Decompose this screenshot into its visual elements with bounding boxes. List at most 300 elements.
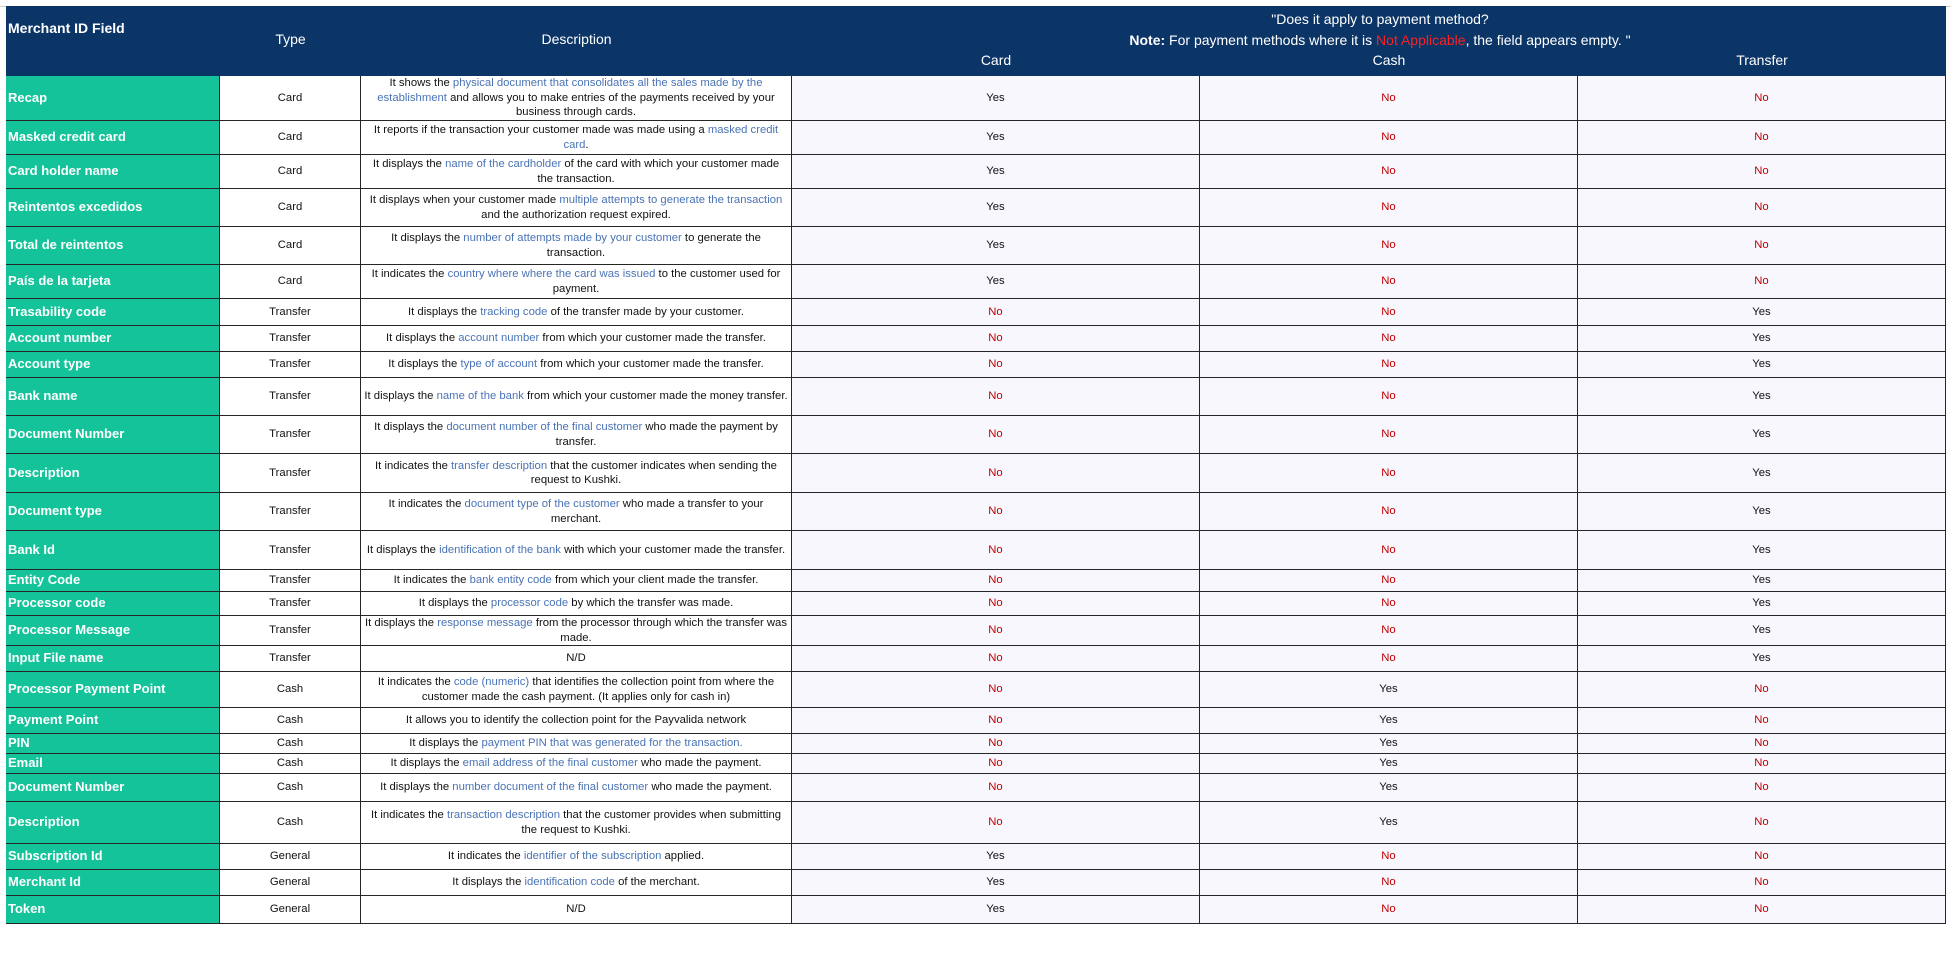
cash-applies-cell[interactable]: No <box>1200 121 1578 154</box>
description-text <box>419 596 734 611</box>
description-segment: It displays the <box>388 358 461 371</box>
description-segment: and the authorization request expired. <box>481 208 671 221</box>
description-highlight: tracking code <box>480 305 548 318</box>
type-cell[interactable]: General <box>220 844 361 869</box>
description-segment: from which your customer made the transfer. <box>539 332 766 345</box>
description-segment: It indicates the <box>370 809 447 821</box>
card-applies-cell[interactable]: No <box>792 326 1200 351</box>
type-cell[interactable]: Transfer <box>220 616 361 645</box>
description-segment: from which your customer made the transfer. <box>537 358 764 371</box>
card-applies-cell[interactable]: Yes <box>792 265 1200 298</box>
description-text <box>364 616 788 645</box>
description-highlight: response message <box>437 617 533 629</box>
transfer-applies-cell[interactable]: No <box>1578 802 1946 843</box>
transfer-applies-cell[interactable]: Yes <box>1578 454 1946 492</box>
description-segment: from the processor through which the transfer was made. <box>532 617 787 644</box>
type-cell[interactable]: Transfer <box>220 378 361 415</box>
description-highlight: number document of the final customer <box>452 781 649 794</box>
field-name-cell[interactable]: Document Number <box>6 774 220 801</box>
description-cell[interactable] <box>361 570 792 591</box>
table-row <box>6 646 1946 672</box>
table-row <box>6 844 1946 870</box>
transfer-applies-cell[interactable]: No <box>1578 708 1946 733</box>
card-applies-cell[interactable]: No <box>792 570 1200 591</box>
transfer-applies-cell[interactable]: No <box>1578 121 1946 154</box>
card-applies-cell[interactable]: Yes <box>792 844 1200 869</box>
header-description[interactable]: Description <box>541 31 612 47</box>
card-applies-cell[interactable]: No <box>792 531 1200 569</box>
type-cell[interactable]: Transfer <box>220 326 361 351</box>
type-cell[interactable]: Cash <box>220 708 361 733</box>
description-cell[interactable] <box>361 774 792 801</box>
transfer-applies-cell[interactable]: No <box>1578 227 1946 264</box>
description-segment: It displays when your customer made <box>369 194 560 206</box>
type-cell[interactable]: General <box>220 870 361 895</box>
field-name-cell[interactable]: País de la tarjeta <box>6 265 220 298</box>
cash-applies-cell[interactable]: No <box>1200 378 1578 415</box>
transfer-applies-cell[interactable]: No <box>1578 265 1946 298</box>
description-cell[interactable] <box>361 896 792 923</box>
cash-applies-cell[interactable]: Yes <box>1200 754 1578 773</box>
transfer-applies-cell[interactable]: Yes <box>1578 378 1946 415</box>
cash-applies-cell[interactable]: No <box>1200 616 1578 645</box>
cash-applies-cell[interactable]: No <box>1200 265 1578 298</box>
table-row <box>6 802 1946 844</box>
card-applies-cell[interactable]: No <box>792 672 1200 707</box>
field-name-cell[interactable]: Account number <box>6 326 220 351</box>
card-applies-cell[interactable]: No <box>792 708 1200 733</box>
field-name-cell[interactable]: Account type <box>6 352 220 377</box>
description-highlight: identification of the bank <box>439 543 561 556</box>
type-cell[interactable]: Cash <box>220 672 361 707</box>
description-segment: It indicates the <box>375 459 452 472</box>
description-segment: N/D <box>566 903 586 916</box>
header-cash[interactable]: Cash <box>1372 52 1406 68</box>
card-applies-cell[interactable]: Yes <box>792 76 1200 120</box>
table-row <box>6 493 1946 531</box>
header-question[interactable]: "Does it apply to payment method? <box>1271 11 1489 27</box>
cash-applies-cell[interactable]: No <box>1200 493 1578 530</box>
cash-applies-cell[interactable]: No <box>1200 189 1578 226</box>
type-cell[interactable]: Transfer <box>220 299 361 325</box>
type-cell[interactable]: Card <box>220 76 361 120</box>
description-segment: It reports if the transaction your customer made was made using a <box>373 124 708 136</box>
type-cell[interactable]: Transfer <box>220 531 361 569</box>
field-name-cell[interactable]: Processor Payment Point <box>6 672 220 707</box>
table-row <box>6 734 1946 754</box>
table-row <box>6 76 1946 121</box>
cash-applies-cell[interactable]: No <box>1200 416 1578 453</box>
description-text <box>566 902 585 917</box>
table-row <box>6 672 1946 708</box>
type-cell[interactable]: Card <box>220 121 361 154</box>
card-applies-cell[interactable]: No <box>792 378 1200 415</box>
field-name-cell[interactable]: Input File name <box>6 646 220 671</box>
field-name-cell[interactable]: Processor Message <box>6 616 220 645</box>
card-applies-cell[interactable]: Yes <box>792 155 1200 188</box>
transfer-applies-cell[interactable]: No <box>1578 844 1946 869</box>
description-segment: that the customer indicates when sending the request to Kushki. <box>530 459 777 486</box>
type-cell[interactable]: Card <box>220 265 361 298</box>
table-row <box>6 454 1946 493</box>
description-segment: who made the payment. <box>637 757 762 770</box>
description-cell[interactable] <box>361 493 792 530</box>
description-text <box>406 713 746 728</box>
description-segment: and allows you to make entries of the payments received by your business through cards. <box>446 91 775 119</box>
card-applies-cell[interactable]: No <box>792 734 1200 753</box>
cash-applies-cell[interactable]: Yes <box>1200 802 1578 843</box>
description-text <box>364 420 788 449</box>
transfer-applies-cell[interactable]: Yes <box>1578 352 1946 377</box>
type-cell[interactable]: Card <box>220 189 361 226</box>
table-row <box>6 870 1946 896</box>
field-name-cell[interactable]: Merchant Id <box>6 870 220 895</box>
description-cell[interactable] <box>361 378 792 415</box>
description-highlight: physical document that consolidates all the sales made by the establishment <box>377 77 763 104</box>
card-applies-cell[interactable]: Yes <box>792 896 1200 923</box>
description-text <box>364 808 788 837</box>
description-text <box>364 123 788 152</box>
description-segment: It indicates the <box>377 676 454 688</box>
card-applies-cell[interactable]: No <box>792 646 1200 671</box>
field-name-cell[interactable]: Entity Code <box>6 570 220 591</box>
transfer-applies-cell[interactable]: Yes <box>1578 531 1946 569</box>
transfer-applies-cell[interactable]: Yes <box>1578 646 1946 671</box>
table-row <box>6 416 1946 454</box>
description-segment: that identifies the collection point from where the customer made the cash payment. (It applies only for cash in) <box>421 676 775 703</box>
table-row <box>6 754 1946 774</box>
card-applies-cell[interactable]: No <box>792 616 1200 645</box>
table-row <box>6 352 1946 378</box>
description-segment: to the customer used for payment. <box>552 268 781 295</box>
type-cell[interactable]: Transfer <box>220 570 361 591</box>
transfer-applies-cell[interactable]: Yes <box>1578 616 1946 645</box>
cash-applies-cell[interactable]: Yes <box>1200 774 1578 801</box>
description-segment: of the card with which your customer made the transaction. <box>537 158 780 185</box>
table-row <box>6 378 1946 416</box>
table-row <box>6 592 1946 616</box>
field-name-cell[interactable]: Bank name <box>6 378 220 415</box>
transfer-applies-cell[interactable]: Yes <box>1578 570 1946 591</box>
table-row <box>6 265 1946 299</box>
table-row <box>6 531 1946 570</box>
description-segment: It displays the <box>380 781 453 794</box>
description-cell[interactable] <box>361 672 792 707</box>
transfer-applies-cell[interactable]: No <box>1578 774 1946 801</box>
cash-applies-cell[interactable]: No <box>1200 227 1578 264</box>
card-applies-cell[interactable]: No <box>792 299 1200 325</box>
field-name-cell[interactable]: Card holder name <box>6 155 220 188</box>
transfer-applies-cell[interactable]: Yes <box>1578 326 1946 351</box>
description-cell[interactable] <box>361 844 792 869</box>
transfer-applies-cell[interactable]: Yes <box>1578 592 1946 615</box>
header-type[interactable]: Type <box>275 31 306 47</box>
description-highlight: type of account <box>460 358 538 371</box>
description-segment: of the merchant. <box>614 876 700 889</box>
description-cell[interactable] <box>361 592 792 615</box>
description-text <box>364 76 788 120</box>
table-row <box>6 570 1946 592</box>
description-highlight: payment PIN that was generated for the transaction. <box>481 737 743 750</box>
table-row <box>6 121 1946 155</box>
table-body <box>6 76 1946 924</box>
description-segment: It displays the <box>372 158 446 170</box>
transfer-applies-cell[interactable]: No <box>1578 870 1946 895</box>
description-text <box>390 756 761 771</box>
field-name-cell[interactable]: Recap <box>6 76 220 120</box>
cash-applies-cell[interactable]: No <box>1200 646 1578 671</box>
table-row <box>6 155 1946 189</box>
card-applies-cell[interactable]: No <box>792 802 1200 843</box>
card-applies-cell[interactable]: Yes <box>792 227 1200 264</box>
field-name-cell[interactable]: Reintentos excedidos <box>6 189 220 226</box>
type-cell[interactable]: Transfer <box>220 646 361 671</box>
cash-applies-cell[interactable]: No <box>1200 326 1578 351</box>
description-text <box>364 675 788 704</box>
description-text <box>409 736 742 751</box>
description-segment: who made the payment by transfer. <box>555 421 778 448</box>
description-segment: It allows you to identify the collection point for the Payvalida network <box>405 714 747 727</box>
field-name-cell[interactable]: Masked credit card <box>6 121 220 154</box>
description-segment: who made a transfer to your merchant. <box>550 498 764 525</box>
description-highlight: code (numeric) <box>453 676 530 688</box>
description-cell[interactable] <box>361 454 792 492</box>
description-segment: by which the transfer was made. <box>568 597 734 610</box>
cash-applies-cell[interactable]: No <box>1200 352 1578 377</box>
description-text <box>364 193 788 222</box>
type-cell[interactable]: Transfer <box>220 592 361 615</box>
description-text <box>364 267 788 296</box>
card-applies-cell[interactable]: No <box>792 454 1200 492</box>
description-segment: It displays the <box>390 757 463 770</box>
cash-applies-cell[interactable]: No <box>1200 299 1578 325</box>
description-segment: It displays the <box>409 737 482 750</box>
table-row <box>6 896 1946 924</box>
type-cell[interactable]: Transfer <box>220 352 361 377</box>
description-cell[interactable] <box>361 121 792 154</box>
description-highlight: document type of the customer <box>464 498 620 510</box>
description-text <box>388 357 764 372</box>
transfer-applies-cell[interactable]: No <box>1578 189 1946 226</box>
description-highlight: identifier of the subscription <box>523 850 662 863</box>
table-row <box>6 774 1946 802</box>
description-cell[interactable] <box>361 189 792 226</box>
description-segment: It shows the <box>389 77 453 90</box>
description-highlight: name of the bank <box>436 390 524 403</box>
description-segment: It indicates the <box>388 498 465 510</box>
description-text <box>566 651 585 666</box>
card-applies-cell[interactable]: Yes <box>792 870 1200 895</box>
type-cell[interactable]: Card <box>220 155 361 188</box>
description-segment: with which your customer made the transfer. <box>560 543 786 556</box>
description-segment: applied. <box>661 850 705 863</box>
description-highlight: document number of the final customer <box>446 421 643 433</box>
description-highlight: name of the cardholder <box>445 158 562 170</box>
transfer-applies-cell[interactable]: Yes <box>1578 299 1946 325</box>
type-cell[interactable]: Transfer <box>220 454 361 492</box>
cash-applies-cell[interactable]: No <box>1200 570 1578 591</box>
transfer-applies-cell[interactable]: Yes <box>1578 493 1946 530</box>
type-cell[interactable]: Cash <box>220 774 361 801</box>
table-row <box>6 708 1946 734</box>
description-segment: It displays the <box>366 543 440 556</box>
description-segment: of the transfer made by your customer. <box>547 305 744 318</box>
type-cell[interactable]: General <box>220 896 361 923</box>
header-field[interactable]: Merchant ID Field <box>8 20 125 36</box>
description-cell[interactable] <box>361 616 792 645</box>
card-applies-cell[interactable]: No <box>792 493 1200 530</box>
transfer-applies-cell[interactable]: No <box>1578 734 1946 753</box>
type-cell[interactable]: Card <box>220 227 361 264</box>
field-name-cell[interactable]: Trasability code <box>6 299 220 325</box>
cash-applies-cell[interactable]: No <box>1200 844 1578 869</box>
description-segment: It displays the <box>452 876 525 889</box>
card-applies-cell[interactable]: No <box>792 416 1200 453</box>
field-name-cell[interactable]: Document type <box>6 493 220 530</box>
description-segment: . <box>585 138 589 151</box>
description-highlight: masked credit card <box>563 124 779 151</box>
description-cell[interactable] <box>361 265 792 298</box>
description-highlight: number of attempts made by your customer <box>463 232 682 244</box>
description-segment: It displays the <box>374 421 447 433</box>
description-cell[interactable] <box>361 870 792 895</box>
description-text <box>364 157 788 186</box>
description-segment: It displays the <box>391 232 464 244</box>
card-applies-cell[interactable]: No <box>792 754 1200 773</box>
cash-applies-cell[interactable]: No <box>1200 592 1578 615</box>
description-text <box>452 875 699 890</box>
description-text <box>394 573 759 588</box>
cash-applies-cell[interactable]: No <box>1200 870 1578 895</box>
transfer-applies-cell[interactable]: No <box>1578 896 1946 923</box>
field-name-cell[interactable]: PIN <box>6 734 220 753</box>
description-text <box>380 780 772 795</box>
cash-applies-cell[interactable]: Yes <box>1200 708 1578 733</box>
field-name-cell[interactable]: Description <box>6 454 220 492</box>
table-header <box>6 6 1946 76</box>
description-highlight: account number <box>458 332 540 345</box>
transfer-applies-cell[interactable]: No <box>1578 672 1946 707</box>
field-name-cell[interactable]: Payment Point <box>6 708 220 733</box>
card-applies-cell[interactable]: Yes <box>792 189 1200 226</box>
description-segment: It displays the <box>408 305 481 318</box>
description-cell[interactable] <box>361 802 792 843</box>
description-segment: that the customer provides when submitting the request to Kushki. <box>521 809 782 836</box>
field-name-cell[interactable]: Subscription Id <box>6 844 220 869</box>
description-segment: from which your customer made the money transfer. <box>523 390 788 403</box>
description-text <box>386 331 766 346</box>
cash-applies-cell[interactable]: No <box>1200 454 1578 492</box>
table-row <box>6 616 1946 646</box>
description-highlight: identification code <box>524 876 615 889</box>
description-cell[interactable] <box>361 326 792 351</box>
cash-applies-cell[interactable]: No <box>1200 531 1578 569</box>
field-name-cell[interactable]: Email <box>6 754 220 773</box>
description-segment: from which your client made the transfer. <box>551 574 759 587</box>
description-text <box>367 543 785 558</box>
description-cell[interactable] <box>361 646 792 671</box>
spreadsheet <box>6 6 1946 924</box>
description-highlight: country where where the card was issued <box>447 268 656 280</box>
description-segment: It displays the <box>386 332 459 345</box>
description-text <box>364 497 788 526</box>
table-row <box>6 299 1946 326</box>
table-row <box>6 189 1946 227</box>
description-cell[interactable] <box>361 754 792 773</box>
description-cell[interactable] <box>361 352 792 377</box>
field-name-cell[interactable]: Total de reintentos <box>6 227 220 264</box>
cash-applies-cell[interactable]: Yes <box>1200 672 1578 707</box>
card-applies-cell[interactable]: No <box>792 592 1200 615</box>
description-text <box>364 459 788 488</box>
description-segment: N/D <box>566 652 586 665</box>
card-applies-cell[interactable]: No <box>792 352 1200 377</box>
description-segment: It displays the <box>364 390 437 403</box>
description-segment: It displays the <box>365 617 438 629</box>
description-cell[interactable] <box>361 155 792 188</box>
header-transfer[interactable]: Transfer <box>1736 52 1788 68</box>
field-name-cell[interactable]: Token <box>6 896 220 923</box>
type-cell[interactable]: Cash <box>220 802 361 843</box>
description-segment: It displays the <box>418 597 491 610</box>
description-cell[interactable] <box>361 416 792 453</box>
description-segment: It indicates the <box>447 850 524 863</box>
description-highlight: multiple attempts to generate the transaction <box>559 194 783 206</box>
card-applies-cell[interactable]: Yes <box>792 121 1200 154</box>
header-card[interactable]: Card <box>980 52 1012 68</box>
cash-applies-cell[interactable]: No <box>1200 896 1578 923</box>
description-segment: who made the payment. <box>648 781 772 794</box>
cash-applies-cell[interactable]: No <box>1200 76 1578 120</box>
description-text <box>364 231 788 260</box>
description-text <box>408 305 744 320</box>
type-cell[interactable]: Transfer <box>220 493 361 530</box>
description-cell[interactable] <box>361 76 792 120</box>
field-name-cell[interactable]: Processor code <box>6 592 220 615</box>
description-cell[interactable] <box>361 531 792 569</box>
cash-applies-cell[interactable]: No <box>1200 155 1578 188</box>
description-text <box>448 849 704 864</box>
description-segment: to generate the transaction. <box>546 232 761 259</box>
card-applies-cell[interactable]: No <box>792 774 1200 801</box>
transfer-applies-cell[interactable]: No <box>1578 155 1946 188</box>
description-highlight: processor code <box>490 597 569 610</box>
field-name-cell[interactable]: Description <box>6 802 220 843</box>
description-cell[interactable] <box>361 299 792 325</box>
cash-applies-cell[interactable]: Yes <box>1200 734 1578 753</box>
description-cell[interactable] <box>361 227 792 264</box>
field-name-cell[interactable]: Document Number <box>6 416 220 453</box>
transfer-applies-cell[interactable]: No <box>1578 754 1946 773</box>
description-highlight: transfer description <box>451 459 548 472</box>
header-note[interactable]: Note: For payment methods where it is Not Applicable, the field appears empty. " <box>1129 32 1631 48</box>
table-row <box>6 326 1946 352</box>
description-cell[interactable] <box>361 734 792 753</box>
transfer-applies-cell[interactable]: Yes <box>1578 416 1946 453</box>
type-cell[interactable]: Cash <box>220 754 361 773</box>
table-row <box>6 227 1946 265</box>
type-cell[interactable]: Transfer <box>220 416 361 453</box>
description-text <box>364 389 787 404</box>
description-cell[interactable] <box>361 708 792 733</box>
type-cell[interactable]: Cash <box>220 734 361 753</box>
field-name-cell[interactable]: Bank Id <box>6 531 220 569</box>
transfer-applies-cell[interactable]: No <box>1578 76 1946 120</box>
description-highlight: email address of the final customer <box>462 757 638 770</box>
description-segment: It indicates the <box>371 268 448 280</box>
description-highlight: transaction description <box>446 809 560 821</box>
description-highlight: bank entity code <box>469 574 552 587</box>
